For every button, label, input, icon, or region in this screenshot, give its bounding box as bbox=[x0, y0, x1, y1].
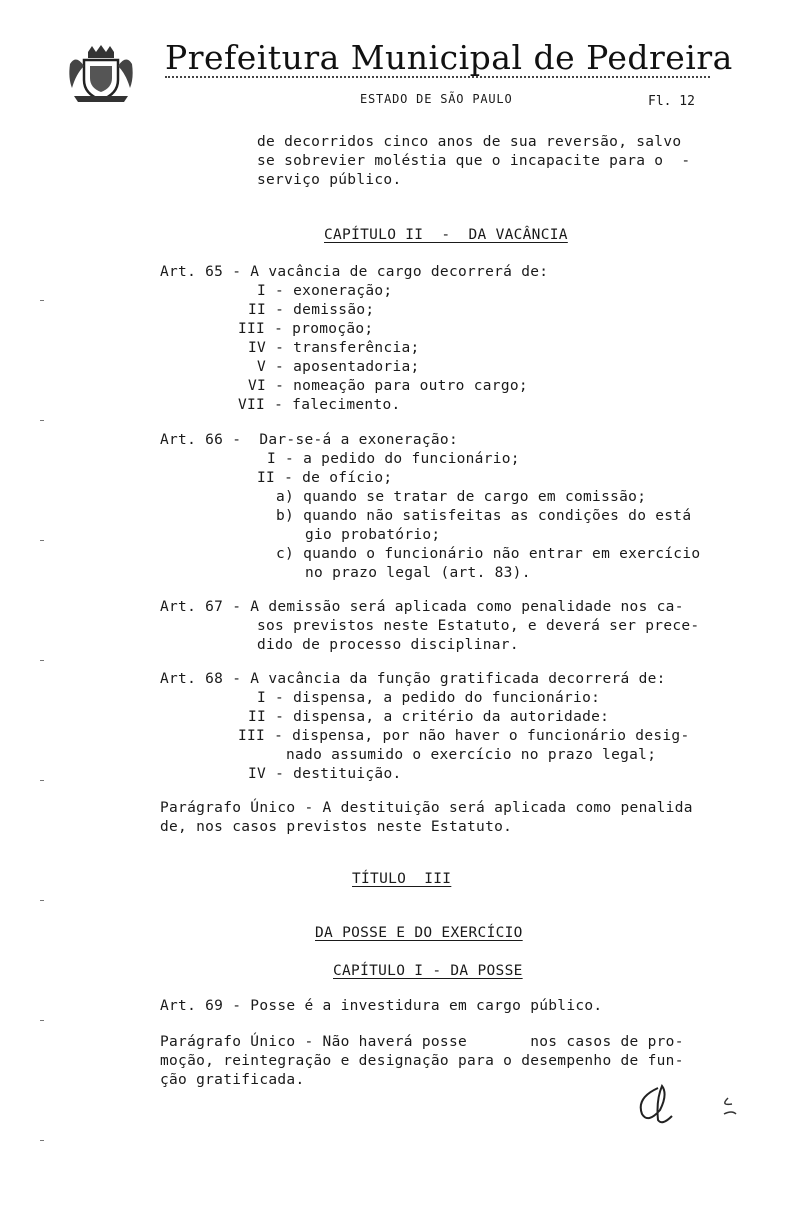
art-65-item-4: IV - transferência; bbox=[248, 340, 420, 356]
scan-artifact bbox=[40, 540, 44, 541]
art-65-item-1: I - exoneração; bbox=[257, 283, 393, 299]
art-68-item-1: I - dispensa, a pedido do funcionário: bbox=[257, 690, 601, 706]
paragraph-unico-2-line-1: Parágrafo Único - Não haverá posse nos casos de pro- bbox=[160, 1034, 684, 1050]
paragraph-unico-1-line-1: Parágrafo Único - A destituição será aplicada como penalida bbox=[160, 800, 693, 816]
paragraph-unico-2-line-2: moção, reintegração e designação para o desempenho de fun- bbox=[160, 1053, 684, 1069]
art-67-line-2: sos previstos neste Estatuto, e deverá ser prece- bbox=[257, 618, 700, 634]
art-68-item-3: III - dispensa, por não haver o funcionário desig- bbox=[238, 728, 690, 744]
art-68-item-4: IV - destituição. bbox=[248, 766, 402, 782]
art-66-lead: Art. 66 - Dar-se-á a exoneração: bbox=[160, 432, 458, 448]
art-67-line-1: Art. 67 - A demissão será aplicada como penalidade nos ca- bbox=[160, 599, 684, 615]
page-reference: Fl. 12 bbox=[648, 94, 695, 109]
scan-artifact bbox=[40, 660, 44, 661]
art-69-line: Art. 69 - Posse é a investidura em cargo público. bbox=[160, 998, 603, 1014]
art-65-item-5: V - aposentadoria; bbox=[257, 359, 420, 375]
art-66-item-1: I - a pedido do funcionário; bbox=[267, 451, 520, 467]
intro-line-1: de decorridos cinco anos de sua reversão, salvo bbox=[257, 134, 682, 150]
scan-artifact bbox=[40, 300, 44, 301]
title-3-heading: TÍTULO III bbox=[352, 871, 452, 887]
chapter-2-heading: CAPÍTULO II - DA VACÂNCIA bbox=[324, 227, 568, 243]
art-65-lead: Art. 65 - A vacância de cargo decorrerá de: bbox=[160, 264, 549, 280]
art-65-item-7: VII - falecimento. bbox=[238, 397, 401, 413]
art-66-sub-a: a) quando se tratar de cargo em comissão; bbox=[276, 489, 647, 505]
art-66-item-2: II - de ofício; bbox=[257, 470, 393, 486]
art-67-line-3: dido de processo disciplinar. bbox=[257, 637, 519, 653]
intro-line-3: serviço público. bbox=[257, 172, 402, 188]
art-68-item-2: II - dispensa, a critério da autoridade: bbox=[248, 709, 610, 725]
intro-line-2: se sobrevier moléstia que o incapacite para o - bbox=[257, 153, 691, 169]
scan-artifact bbox=[40, 420, 44, 421]
posse-exercicio-heading: DA POSSE E DO EXERCÍCIO bbox=[315, 925, 523, 941]
header-divider bbox=[165, 76, 710, 78]
art-66-sub-c-cont: no prazo legal (art. 83). bbox=[305, 565, 531, 581]
art-65-item-2: II - demissão; bbox=[248, 302, 375, 318]
art-66-sub-b-cont: gio probatório; bbox=[305, 527, 441, 543]
art-65-item-6: VI - nomeação para outro cargo; bbox=[248, 378, 528, 394]
scan-artifact bbox=[40, 900, 44, 901]
art-66-sub-b: b) quando não satisfeitas as condições do está bbox=[276, 508, 692, 524]
municipal-crest-icon bbox=[66, 44, 136, 104]
header-state: ESTADO DE SÃO PAULO bbox=[360, 92, 513, 106]
header-title: Prefeitura Municipal de Pedreira bbox=[165, 38, 733, 77]
art-66-sub-c: c) quando o funcionário não entrar em exercício bbox=[276, 546, 701, 562]
paragraph-unico-2-line-3: ção gratificada. bbox=[160, 1072, 305, 1088]
paragraph-unico-1-line-2: de, nos casos previstos neste Estatuto. bbox=[160, 819, 513, 835]
scan-artifact bbox=[40, 780, 44, 781]
scan-artifact bbox=[40, 1140, 44, 1141]
art-68-lead: Art. 68 - A vacância da função gratificada decorrerá de: bbox=[160, 671, 666, 687]
handwritten-signature-icon bbox=[628, 1080, 748, 1130]
chapter-1-heading: CAPÍTULO I - DA POSSE bbox=[333, 963, 523, 979]
art-65-item-3: III - promoção; bbox=[238, 321, 374, 337]
scan-artifact bbox=[40, 1020, 44, 1021]
art-68-item-3-cont: nado assumido o exercício no prazo legal; bbox=[286, 747, 657, 763]
